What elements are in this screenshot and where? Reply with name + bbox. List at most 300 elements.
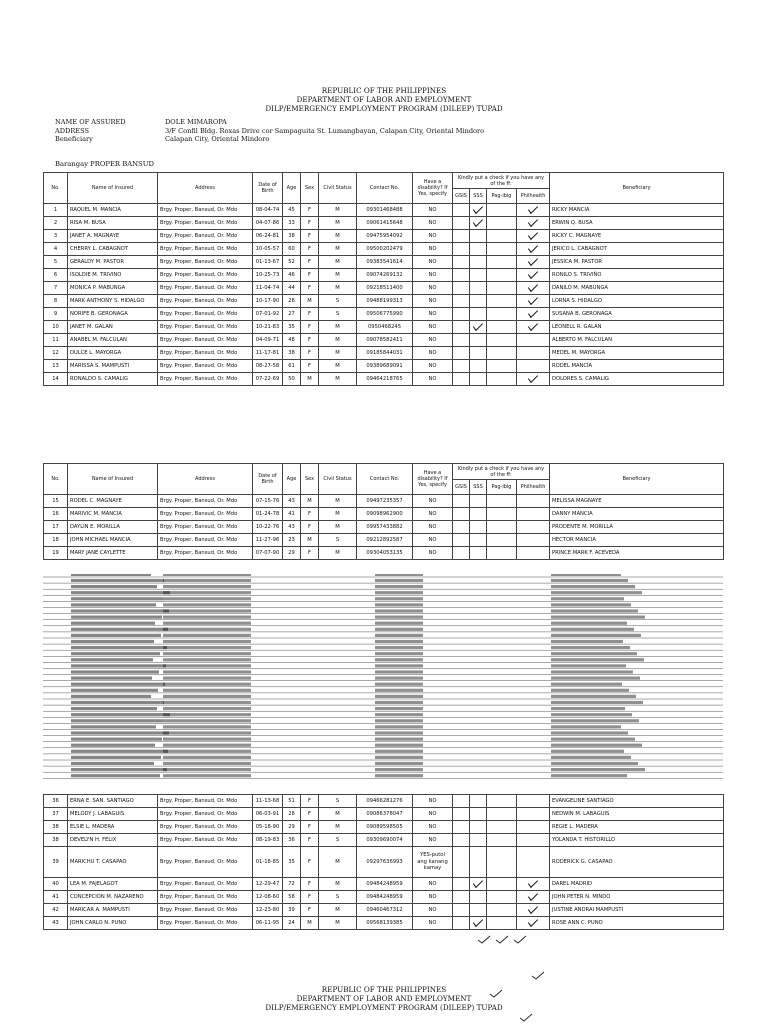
col-dob: Date of Birth xyxy=(253,173,283,204)
age: 29 xyxy=(283,547,301,560)
insured-name: GERALDY M. PASTOR xyxy=(68,256,158,269)
contact-number: 0950468245 xyxy=(357,321,413,334)
table-row xyxy=(44,821,724,834)
col-address: Address xyxy=(158,464,253,495)
scan-text-smudge xyxy=(375,707,423,710)
table-row xyxy=(44,204,724,217)
scan-text-smudge xyxy=(71,622,155,625)
scan-text-smudge xyxy=(71,579,164,582)
insured-address: Brgy. Proper, Bansud, Or. Mdo xyxy=(158,217,253,230)
philhealth-check xyxy=(517,495,550,508)
civil-status: M xyxy=(319,847,357,878)
age: 33 xyxy=(283,217,301,230)
scan-text-smudge xyxy=(163,774,251,777)
civil-status: M xyxy=(319,821,357,834)
scan-text-smudge xyxy=(375,640,423,643)
row-number: 3 xyxy=(44,230,68,243)
row-number: 15 xyxy=(44,495,68,508)
age: 72 xyxy=(283,878,301,891)
civil-status: M xyxy=(319,269,357,282)
name-value: DOLE MIMAROPA xyxy=(165,118,227,126)
birth-date: 04-09-71 xyxy=(253,334,283,347)
scan-text-smudge xyxy=(375,622,423,625)
sss-check xyxy=(470,373,487,386)
row-number: 16 xyxy=(44,508,68,521)
col-contact: Contact No. xyxy=(357,173,413,204)
scan-text-smudge xyxy=(375,616,423,619)
scan-text-smudge xyxy=(163,707,251,710)
sex: F xyxy=(301,269,319,282)
col-sex: Sex xyxy=(301,464,319,495)
scan-text-smudge xyxy=(375,738,423,741)
pagibig-check xyxy=(487,808,517,821)
scan-text-smudge xyxy=(71,756,161,759)
scan-text-smudge xyxy=(163,725,251,728)
insured-address: Brgy. Proper, Bansud, Or. Mdo xyxy=(158,282,253,295)
disability: NO xyxy=(413,256,453,269)
sss-check xyxy=(470,795,487,808)
scan-text-smudge xyxy=(71,774,160,777)
scan-text-smudge xyxy=(551,579,628,582)
row-number: 36 xyxy=(44,795,68,808)
insured-address: Brgy. Proper, Bansud, Or. Mdo xyxy=(158,534,253,547)
scan-text-smudge xyxy=(163,762,251,765)
col-age: Age xyxy=(283,173,301,204)
sss-check xyxy=(470,891,487,904)
civil-status: M xyxy=(319,217,357,230)
sss-check xyxy=(470,204,487,217)
civil-status: M xyxy=(319,360,357,373)
insured-address: Brgy. Proper, Bansud, Or. Mdo xyxy=(158,834,253,847)
insured-address: Brgy. Proper, Bansud, Or. Mdo xyxy=(158,243,253,256)
table-row xyxy=(44,878,724,891)
scan-text-smudge xyxy=(551,701,643,704)
age: 23 xyxy=(283,534,301,547)
sex: F xyxy=(301,834,319,847)
scan-text-smudge xyxy=(551,597,624,600)
contact-number: 09506775990 xyxy=(357,308,413,321)
pagibig-check xyxy=(487,360,517,373)
beneficiary-label: Beneficiary xyxy=(55,135,93,144)
philhealth-check xyxy=(517,256,550,269)
sex: F xyxy=(301,360,319,373)
checkmark-icon xyxy=(473,878,483,889)
col-sss: SSS xyxy=(470,189,487,204)
address-label: ADDRESS xyxy=(55,126,90,135)
contact-number: 09074269132 xyxy=(357,269,413,282)
gsis-check xyxy=(453,308,470,321)
disability: NO xyxy=(413,917,453,930)
sex: F xyxy=(301,230,319,243)
insured-name: CHERRY L. CABAGNOT xyxy=(68,243,158,256)
scan-text-smudge xyxy=(375,670,423,673)
contact-number: 09383541614 xyxy=(357,256,413,269)
row-number: 17 xyxy=(44,521,68,534)
civil-status: M xyxy=(319,243,357,256)
row-number: 39 xyxy=(44,847,68,878)
scan-text-smudge xyxy=(375,591,423,594)
birth-date: 07-22-69 xyxy=(253,373,283,386)
age: 28 xyxy=(283,808,301,821)
gsis-check xyxy=(453,334,470,347)
sex: M xyxy=(301,534,319,547)
col-no: No. xyxy=(44,173,68,204)
insured-name: MARK ANTHONY S. HIDALGO xyxy=(68,295,158,308)
scan-text-smudge xyxy=(71,658,153,661)
scan-text-smudge xyxy=(375,677,423,680)
col-beneficiary: Beneficiary xyxy=(550,464,724,495)
scan-text-smudge xyxy=(163,591,251,594)
table-row xyxy=(44,230,724,243)
insured-name: MELODY J. LABAGUIS xyxy=(68,808,158,821)
scan-text-smudge xyxy=(71,713,170,716)
checkmark-icon xyxy=(528,308,538,319)
scan-text-smudge xyxy=(551,731,628,734)
footer-department: DEPARTMENT OF LABOR AND EMPLOYMENT xyxy=(296,994,472,1003)
sss-check xyxy=(470,282,487,295)
philhealth-check xyxy=(517,821,550,834)
sss-check xyxy=(470,321,487,334)
checkmark-icon xyxy=(528,256,538,267)
assured-info xyxy=(55,118,484,144)
table-row xyxy=(44,891,724,904)
insured-address: Brgy. Proper, Bansud, Or. Mdo xyxy=(158,256,253,269)
philhealth-check xyxy=(517,295,550,308)
insured-table-3 xyxy=(43,794,724,930)
insured-address: Brgy. Proper, Bansud, Or. Mdo xyxy=(158,360,253,373)
beneficiary-name: DANILO M. MABUNGA xyxy=(550,282,724,295)
pagibig-check xyxy=(487,847,517,878)
scan-text-smudge xyxy=(551,744,642,747)
contact-number: 09500202479 xyxy=(357,243,413,256)
contact-number: 09297636993 xyxy=(357,847,413,878)
contact-number: 09078582411 xyxy=(357,334,413,347)
scan-text-smudge xyxy=(551,664,626,667)
disability: NO xyxy=(413,878,453,891)
contact-number: 09475954092 xyxy=(357,230,413,243)
sss-check xyxy=(470,295,487,308)
philhealth-check xyxy=(517,360,550,373)
scan-text-smudge xyxy=(163,750,251,753)
gsis-check xyxy=(453,795,470,808)
insured-address: Brgy. Proper, Bansud, Or. Mdo xyxy=(158,269,253,282)
disability: NO xyxy=(413,217,453,230)
insured-address: Brgy. Proper, Bansud, Or. Mdo xyxy=(158,347,253,360)
row-number: 18 xyxy=(44,534,68,547)
insured-name: ERNA E. SAN. SANTIAGO xyxy=(68,795,158,808)
row-number: 38 xyxy=(44,821,68,834)
gsis-check xyxy=(453,878,470,891)
sex: F xyxy=(301,204,319,217)
disability: NO xyxy=(413,534,453,547)
sex: F xyxy=(301,256,319,269)
age: 46 xyxy=(283,269,301,282)
table-row xyxy=(44,321,724,334)
checkmark-icon xyxy=(528,373,538,384)
insured-name: RODEL C. MAGNAYE xyxy=(68,495,158,508)
table-row xyxy=(44,347,724,360)
philhealth-check xyxy=(517,891,550,904)
scan-text-smudge xyxy=(551,640,623,643)
insured-address: Brgy. Proper, Bansud, Or. Mdo xyxy=(158,891,253,904)
sss-check xyxy=(470,334,487,347)
gsis-check xyxy=(453,917,470,930)
scan-text-smudge xyxy=(551,719,639,722)
scan-text-smudge xyxy=(551,707,625,710)
col-kindly: Kindly put a check if you have any of the ff: xyxy=(453,173,550,189)
sss-check xyxy=(470,521,487,534)
insured-address: Brgy. Proper, Bansud, Or. Mdo xyxy=(158,508,253,521)
beneficiary-name: RICKY MANCIA xyxy=(550,204,724,217)
sss-check xyxy=(470,508,487,521)
civil-status: M xyxy=(319,904,357,917)
philhealth-check xyxy=(517,904,550,917)
scan-text-smudge xyxy=(375,579,423,582)
beneficiary-name: DOLORES S. CAMALIG xyxy=(550,373,724,386)
disability: NO xyxy=(413,808,453,821)
scan-text-smudge xyxy=(71,768,167,771)
pagibig-check xyxy=(487,217,517,230)
sss-check xyxy=(470,821,487,834)
scan-text-smudge xyxy=(71,707,157,710)
pagibig-check xyxy=(487,373,517,386)
disability: NO xyxy=(413,904,453,917)
row-number: 11 xyxy=(44,334,68,347)
scan-text-smudge xyxy=(163,683,251,686)
col-civil: Civil Status xyxy=(319,173,357,204)
insured-address: Brgy. Proper, Bansud, Or. Mdo xyxy=(158,847,253,878)
gsis-check xyxy=(453,321,470,334)
scan-text-smudge xyxy=(375,634,423,637)
sex: F xyxy=(301,243,319,256)
scan-text-smudge xyxy=(71,750,168,753)
pagibig-check xyxy=(487,904,517,917)
philhealth-check xyxy=(517,795,550,808)
philhealth-check xyxy=(517,334,550,347)
insured-name: ANABEL M. FALCULAN xyxy=(68,334,158,347)
scan-text-smudge xyxy=(375,603,423,606)
insured-address: Brgy. Proper, Bansud, Or. Mdo xyxy=(158,295,253,308)
insured-address: Brgy. Proper, Bansud, Or. Mdo xyxy=(158,904,253,917)
scan-text-smudge xyxy=(71,701,164,704)
row-number: 9 xyxy=(44,308,68,321)
gsis-check xyxy=(453,821,470,834)
contact-number: 09484248959 xyxy=(357,878,413,891)
scan-text-smudge xyxy=(551,616,645,619)
checkmark-icon xyxy=(528,282,538,293)
gsis-check xyxy=(453,547,470,560)
insured-name: MARICHU T. CASAPAO xyxy=(68,847,158,878)
barangay-label: Barangay PROPER BANSUD xyxy=(55,160,154,168)
disability: NO xyxy=(413,547,453,560)
insured-table-2 xyxy=(43,463,724,560)
table-row xyxy=(44,269,724,282)
scan-text-smudge xyxy=(551,689,629,692)
scan-text-smudge xyxy=(551,677,640,680)
checkmark-icon xyxy=(528,917,538,928)
pagibig-check xyxy=(487,295,517,308)
contact-number: 09061415648 xyxy=(357,217,413,230)
sex: F xyxy=(301,904,319,917)
sex: F xyxy=(301,217,319,230)
row-number: 40 xyxy=(44,878,68,891)
birth-date: 01-13-67 xyxy=(253,256,283,269)
age: 41 xyxy=(283,508,301,521)
sss-check xyxy=(470,495,487,508)
beneficiary-name: YOLANDA T. HISTORILLO xyxy=(550,834,724,847)
insured-address: Brgy. Proper, Bansud, Or. Mdo xyxy=(158,321,253,334)
scan-text-smudge xyxy=(551,585,635,588)
checkmark-icon xyxy=(473,204,483,215)
insured-address: Brgy. Proper, Bansud, Or. Mdo xyxy=(158,808,253,821)
scan-text-smudge xyxy=(375,683,423,686)
checkmark-icon xyxy=(520,1014,532,1021)
disability: NO xyxy=(413,282,453,295)
checkmark-icon xyxy=(473,217,483,228)
age: 48 xyxy=(283,334,301,347)
scan-text-smudge xyxy=(71,731,169,734)
table-row xyxy=(44,282,724,295)
scan-text-smudge xyxy=(163,603,251,606)
col-pagibig: Pag-ibig xyxy=(487,480,517,495)
sss-check xyxy=(470,834,487,847)
scan-text-smudge xyxy=(375,585,423,588)
age: 58 xyxy=(283,891,301,904)
scan-text-smudge xyxy=(71,585,157,588)
table-row xyxy=(44,217,724,230)
header-program: DILP/EMERGENCY EMPLOYMENT PROGRAM (DILEEP) TUPAD xyxy=(265,104,503,113)
gsis-check xyxy=(453,834,470,847)
scan-text-smudge xyxy=(163,664,251,667)
disability: NO xyxy=(413,347,453,360)
scan-text-smudge xyxy=(551,768,645,771)
pagibig-check xyxy=(487,547,517,560)
sex: F xyxy=(301,308,319,321)
gsis-check xyxy=(453,521,470,534)
insured-name: MONICA P. MABUNGA xyxy=(68,282,158,295)
philhealth-check xyxy=(517,373,550,386)
disability: NO xyxy=(413,508,453,521)
contact-number: 09568139385 xyxy=(357,917,413,930)
insured-name: ISOLDIE M. TRIVINO xyxy=(68,269,158,282)
pagibig-check xyxy=(487,917,517,930)
checkmark-icon xyxy=(528,269,538,280)
insured-name: JOHN CARLO N. PUNO xyxy=(68,917,158,930)
scan-text-smudge xyxy=(71,677,152,680)
scan-text-smudge xyxy=(551,713,632,716)
sss-check xyxy=(470,917,487,930)
header-department: DEPARTMENT OF LABOR AND EMPLOYMENT xyxy=(296,95,472,104)
birth-date: 08-04-74 xyxy=(253,204,283,217)
beneficiary-name: PRODENTE M. MORILLA xyxy=(550,521,724,534)
beneficiary-name: EVANGELINE SANTIAGO xyxy=(550,795,724,808)
row-number: 19 xyxy=(44,547,68,560)
birth-date: 08-27-58 xyxy=(253,360,283,373)
row-number: 8 xyxy=(44,295,68,308)
sex: F xyxy=(301,334,319,347)
sss-check xyxy=(470,808,487,821)
col-gsis: GSIS xyxy=(453,480,470,495)
age: 24 xyxy=(283,917,301,930)
scan-text-smudge xyxy=(163,658,251,661)
insured-name: RONALDO S. CAMALIG xyxy=(68,373,158,386)
civil-status: S xyxy=(319,834,357,847)
sex: F xyxy=(301,547,319,560)
birth-date: 07-15-76 xyxy=(253,495,283,508)
civil-status: M xyxy=(319,373,357,386)
table-row xyxy=(44,534,724,547)
contact-number: 09086378047 xyxy=(357,808,413,821)
gsis-check xyxy=(453,808,470,821)
insured-name: MARISSA S. MAMPUSTI xyxy=(68,360,158,373)
civil-status: M xyxy=(319,204,357,217)
beneficiary-name: LEONELL R. GALAN xyxy=(550,321,724,334)
birth-date: 10-05-57 xyxy=(253,243,283,256)
civil-status: M xyxy=(319,521,357,534)
scan-text-smudge xyxy=(375,652,423,655)
col-name: Name of Insured xyxy=(68,464,158,495)
col-sex: Sex xyxy=(301,173,319,204)
contact-number: 09301468488 xyxy=(357,204,413,217)
insured-name: DAYLIN E. MORILLA xyxy=(68,521,158,534)
philhealth-check xyxy=(517,321,550,334)
scan-text-smudge xyxy=(375,597,423,600)
col-gsis: GSIS xyxy=(453,189,470,204)
civil-status: S xyxy=(319,308,357,321)
col-pagibig: Pag-ibig xyxy=(487,189,517,204)
sex: F xyxy=(301,878,319,891)
pagibig-check xyxy=(487,878,517,891)
contact-number: 09466281276 xyxy=(357,795,413,808)
row-number: 41 xyxy=(44,891,68,904)
birth-date: 10-22-76 xyxy=(253,521,283,534)
sex: F xyxy=(301,808,319,821)
beneficiary-name: RONILO S. TRIVIÑO xyxy=(550,269,724,282)
birth-date: 04-07-86 xyxy=(253,217,283,230)
scan-text-smudge xyxy=(551,756,631,759)
sss-check xyxy=(470,360,487,373)
birth-date: 08-19-83 xyxy=(253,834,283,847)
pagibig-check xyxy=(487,269,517,282)
pagibig-check xyxy=(487,308,517,321)
birth-date: 11-04-74 xyxy=(253,282,283,295)
scan-text-smudge xyxy=(163,579,251,582)
pagibig-check xyxy=(487,821,517,834)
scan-text-smudge xyxy=(375,744,423,747)
scan-text-smudge xyxy=(375,664,423,667)
footer-republic: REPUBLIC OF THE PHILIPPINES xyxy=(321,985,447,994)
insured-name: MARIVIC M. MANCIA xyxy=(68,508,158,521)
row-number: 37 xyxy=(44,808,68,821)
contact-number: 09497235357 xyxy=(357,495,413,508)
scan-text-smudge xyxy=(71,640,154,643)
scan-text-smudge xyxy=(551,646,630,649)
sex: M xyxy=(301,917,319,930)
contact-number: 09460467312 xyxy=(357,904,413,917)
birth-date: 10-25-73 xyxy=(253,269,283,282)
scan-text-smudge xyxy=(163,634,251,637)
scan-text-smudge xyxy=(375,574,423,576)
age: 43 xyxy=(283,495,301,508)
sex: M xyxy=(301,373,319,386)
row-number: 12 xyxy=(44,347,68,360)
age: 45 xyxy=(283,204,301,217)
scan-text-smudge xyxy=(551,738,635,741)
scan-text-smudge xyxy=(551,670,633,673)
insured-name: MARICAR A. MAMPUSTI xyxy=(68,904,158,917)
insured-name: RAQUEL M. MANCIA xyxy=(68,204,158,217)
insured-name: JANET A. MAGNAYE xyxy=(68,230,158,243)
